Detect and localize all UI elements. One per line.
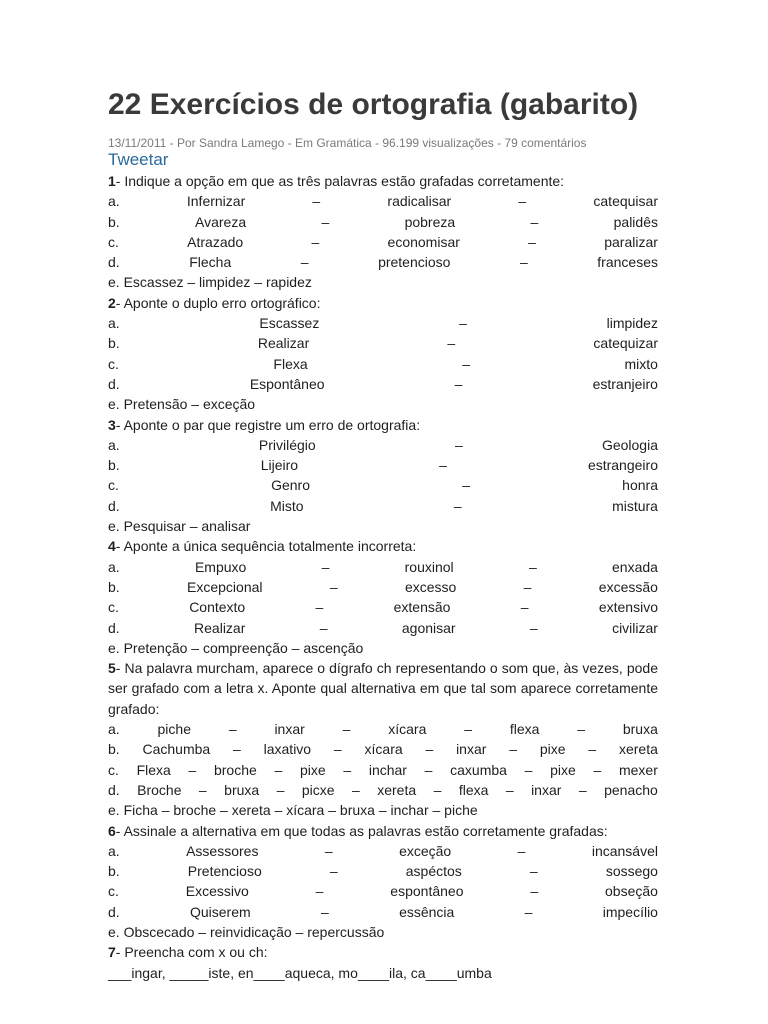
option-token: b. xyxy=(108,863,120,880)
option-row xyxy=(108,333,658,353)
dash-separator: – xyxy=(524,761,533,778)
option-token: Genro xyxy=(271,477,310,494)
question-text: - Preencha com x ou ch: xyxy=(115,944,268,961)
option-token: mistura xyxy=(612,497,658,514)
question-prompt xyxy=(108,536,658,556)
option-token: d. xyxy=(108,254,120,271)
option-row xyxy=(108,577,658,597)
option-token: Broche xyxy=(137,781,182,798)
dash-separator: – xyxy=(276,781,285,798)
dash-separator: – xyxy=(517,842,526,859)
dash-separator: – xyxy=(424,761,433,778)
option-row xyxy=(108,902,658,922)
option-row xyxy=(108,881,658,901)
dash-separator: – xyxy=(529,619,538,636)
dash-separator: – xyxy=(343,761,352,778)
option-token: a. xyxy=(108,315,120,332)
question-text: - Indique a opção em que as três palavras estão grafadas corretamente: xyxy=(115,173,565,189)
option-token: extensão xyxy=(393,599,451,616)
question-number: 6 xyxy=(108,822,116,839)
dash-separator: – xyxy=(274,761,283,778)
dash-separator: – xyxy=(447,335,456,352)
option-row xyxy=(108,597,658,617)
question-prompt xyxy=(108,415,658,435)
dash-separator: – xyxy=(459,315,467,332)
option-token: b. xyxy=(108,213,120,230)
option-row xyxy=(108,313,658,333)
dash-separator: – xyxy=(519,254,528,271)
option-token: essência xyxy=(399,903,455,920)
question-text: - Aponte o duplo erro ortográfico: xyxy=(115,294,321,311)
option-line: e. Escassez – limpidez – rapidez xyxy=(108,274,312,291)
question-number: 4 xyxy=(108,538,116,555)
dash-separator: – xyxy=(530,883,539,900)
option-token: catequizar xyxy=(593,335,658,352)
option-token: inxar xyxy=(456,741,487,758)
option-token: catequisar xyxy=(593,193,658,210)
option-token: Assessores xyxy=(186,842,259,859)
dash-separator: – xyxy=(593,761,602,778)
option-line: e. Pesquisar – analisar xyxy=(108,518,251,535)
option-token: d. xyxy=(108,497,120,514)
option-token: penacho xyxy=(604,781,658,798)
dash-separator: – xyxy=(342,721,351,738)
option-token: c. xyxy=(108,599,119,616)
dash-separator: – xyxy=(588,741,597,758)
option-token: b. xyxy=(108,457,120,474)
option-token: pixe xyxy=(539,741,566,758)
option-token: bruxa xyxy=(224,781,260,798)
option-row xyxy=(108,780,658,800)
dash-separator: – xyxy=(319,619,328,636)
option-token: bruxa xyxy=(622,721,658,738)
question-prompt xyxy=(108,942,658,962)
question-prompt xyxy=(108,293,658,313)
option-line: e. Pretenção – compreenção – ascenção xyxy=(108,639,364,656)
dash-separator: – xyxy=(520,599,529,616)
option-token: a. xyxy=(108,721,120,738)
option-token: excesso xyxy=(404,578,457,595)
option-row xyxy=(108,354,658,374)
option-token: Quiserem xyxy=(189,903,251,920)
dash-separator: – xyxy=(233,741,241,758)
option-token: Realizar xyxy=(194,619,246,636)
option-token: exceção xyxy=(399,842,452,859)
option-token: agonisar xyxy=(401,619,456,636)
dash-separator: – xyxy=(188,761,197,778)
option-token: radicalisar xyxy=(387,193,452,210)
option-token: xereta xyxy=(377,781,417,798)
option-row xyxy=(108,455,658,475)
option-token: Avareza xyxy=(195,213,247,230)
option-token: inxar xyxy=(531,781,562,798)
option-row xyxy=(108,557,658,577)
option-token: Realizar xyxy=(257,335,310,352)
question-text: - Aponte a única sequência totalmente incorreta: xyxy=(115,538,417,555)
option-token: xícara xyxy=(364,741,403,758)
question-text: - Na palavra murcham, aparece o dígrafo ch representando o som que, às vezes, pode ser grafado com a letra x. Aponte qual alternativa em que tal som aparece corretamente grafado: xyxy=(108,660,658,717)
option-token: aspéctos xyxy=(405,863,462,880)
dash-separator: – xyxy=(425,741,434,758)
option-token: pixe xyxy=(299,761,326,778)
article-title: 22 Exercícios de ortografia (gabarito) xyxy=(108,88,639,121)
option-token: xereta xyxy=(618,741,658,758)
option-token: Empuxo xyxy=(194,558,247,575)
option-token: c. xyxy=(108,477,119,494)
option-token: Flexa xyxy=(136,761,171,778)
option-line: e. Pretensão – exceção xyxy=(108,396,256,413)
option-token: c. xyxy=(108,883,119,900)
dash-separator: – xyxy=(300,254,309,271)
option-token: franceses xyxy=(597,254,658,271)
dash-separator: – xyxy=(509,741,518,758)
option-token: pobreza xyxy=(404,213,456,230)
option-token: d. xyxy=(108,619,120,636)
option-line: e. Ficha – broche – xereta – xícara – bruxa – inchar – piche xyxy=(108,802,478,819)
option-token: d. xyxy=(108,903,120,920)
option-token: piche xyxy=(157,721,191,738)
option-token: xícara xyxy=(388,721,427,738)
option-token: honra xyxy=(622,477,658,494)
question-number: 3 xyxy=(108,416,116,433)
question-number: 1 xyxy=(108,173,116,189)
dash-separator: – xyxy=(312,193,321,210)
dash-separator: – xyxy=(523,578,532,595)
option-row xyxy=(108,841,658,861)
dash-separator: – xyxy=(439,457,447,474)
dash-separator: – xyxy=(198,781,207,798)
option-token: Cachumba xyxy=(142,741,211,758)
dash-separator: – xyxy=(577,721,586,738)
question-text: - Assinale a alternativa em que todas as palavras estão corretamente grafadas: xyxy=(115,822,608,839)
option-token: Lijeiro xyxy=(260,457,299,474)
question-prompt xyxy=(108,171,658,191)
option-token: pixe xyxy=(550,761,576,778)
option-token: estrangeiro xyxy=(587,457,658,474)
dash-separator: – xyxy=(433,781,442,798)
dash-separator: – xyxy=(454,375,463,392)
article-meta: 13/11/2011 - Por Sandra Lamego - Em Gramática - 96.199 visualizações - 79 comentários xyxy=(108,136,587,150)
dash-separator: – xyxy=(464,721,472,738)
option-row xyxy=(108,232,658,252)
option-token: a. xyxy=(108,193,120,210)
option-token: Misto xyxy=(270,497,304,514)
option-token: c. xyxy=(108,761,119,778)
option-row xyxy=(108,496,658,516)
tweet-link[interactable]: Tweetar xyxy=(108,150,169,169)
dash-separator: – xyxy=(518,193,527,210)
option-row xyxy=(108,374,658,394)
dash-separator: – xyxy=(524,903,533,920)
option-line: ___ingar, _____iste, en____aqueca, mo____ila, ca____umba xyxy=(108,964,492,981)
option-token: Privilégio xyxy=(258,436,316,453)
option-row xyxy=(108,191,658,211)
option-token: mexer xyxy=(618,761,658,778)
option-token: incansável xyxy=(591,842,658,859)
dash-separator: – xyxy=(228,721,237,738)
dash-separator: – xyxy=(454,436,463,453)
option-token: d. xyxy=(108,375,120,392)
option-token: Excessivo xyxy=(185,883,249,900)
dash-separator: – xyxy=(321,558,330,575)
option-token: laxativo xyxy=(263,741,312,758)
option-token: Excepcional xyxy=(187,578,263,595)
dash-separator: – xyxy=(311,233,320,250)
option-token: palidês xyxy=(613,213,658,230)
question-number: 5 xyxy=(108,660,116,677)
option-token: flexa xyxy=(458,781,489,798)
option-token: a. xyxy=(108,436,120,453)
option-token: impecílio xyxy=(602,903,658,920)
option-token: limpidez xyxy=(606,315,658,332)
dash-separator: – xyxy=(528,558,537,575)
option-token: Escassez xyxy=(259,315,320,332)
exercise-list xyxy=(108,171,658,983)
dash-separator: – xyxy=(329,863,338,880)
dash-separator: – xyxy=(528,233,536,250)
option-row xyxy=(108,618,658,638)
option-row xyxy=(108,475,658,495)
option-token: sossego xyxy=(605,863,658,880)
dash-separator: – xyxy=(315,599,324,616)
dash-separator: – xyxy=(505,781,514,798)
option-token: Pretencioso xyxy=(187,863,262,880)
option-token: extensivo xyxy=(598,599,658,616)
question-prompt xyxy=(108,658,658,719)
dash-separator: – xyxy=(333,741,342,758)
option-token: paralizar xyxy=(604,233,658,250)
option-token: a. xyxy=(108,842,120,859)
dash-separator: – xyxy=(529,863,538,880)
option-token: broche xyxy=(213,761,257,778)
dash-separator: – xyxy=(324,842,333,859)
option-token: economisar xyxy=(387,233,460,250)
option-token: espontâneo xyxy=(390,883,464,900)
option-token: c. xyxy=(108,355,119,372)
dash-separator: – xyxy=(453,497,462,514)
option-token: Flexa xyxy=(273,355,308,372)
option-token: rouxinol xyxy=(404,558,454,575)
option-row xyxy=(108,739,658,759)
dash-separator: – xyxy=(329,578,338,595)
option-token: a. xyxy=(108,558,120,575)
question-text: - Aponte o par que registre um erro de ortografia: xyxy=(115,416,421,433)
option-token: inchar xyxy=(368,761,407,778)
option-token: enxada xyxy=(612,558,658,575)
dash-separator: – xyxy=(578,781,587,798)
option-row xyxy=(108,861,658,881)
question-prompt xyxy=(108,821,658,841)
option-token: Espontâneo xyxy=(249,375,325,392)
option-token: b. xyxy=(108,335,120,352)
question-number: 2 xyxy=(108,294,116,311)
option-token: pretencioso xyxy=(378,254,451,271)
option-row xyxy=(108,252,658,272)
option-token: b. xyxy=(108,578,120,595)
option-token: Infernizar xyxy=(186,193,246,210)
dash-separator: – xyxy=(530,213,539,230)
option-row xyxy=(108,212,658,232)
dash-separator: – xyxy=(315,883,324,900)
option-row xyxy=(108,760,658,780)
dash-separator: – xyxy=(462,355,470,372)
option-token: picxe xyxy=(301,781,335,798)
option-token: estranjeiro xyxy=(592,375,658,392)
option-token: Flecha xyxy=(189,254,232,271)
dash-separator: – xyxy=(351,781,360,798)
option-token: c. xyxy=(108,233,119,250)
option-token: obseção xyxy=(605,883,658,900)
option-token: excessão xyxy=(598,578,658,595)
question-number: 7 xyxy=(108,944,116,961)
option-token: flexa xyxy=(509,721,540,738)
option-row xyxy=(108,719,658,739)
option-token: Atrazado xyxy=(187,233,244,250)
dash-separator: – xyxy=(462,477,470,494)
option-token: Geologia xyxy=(601,436,658,453)
option-token: b. xyxy=(108,741,120,758)
dash-separator: – xyxy=(320,903,329,920)
option-token: d. xyxy=(108,781,120,798)
option-line: e. Obscecado – reinvidicação – repercussão xyxy=(108,923,385,940)
option-token: inxar xyxy=(274,721,305,738)
option-token: caxumba xyxy=(450,761,507,778)
dash-separator: – xyxy=(321,213,330,230)
option-token: civilizar xyxy=(612,619,658,636)
option-row xyxy=(108,435,658,455)
option-token: Contexto xyxy=(189,599,246,616)
option-token: mixto xyxy=(624,355,658,372)
